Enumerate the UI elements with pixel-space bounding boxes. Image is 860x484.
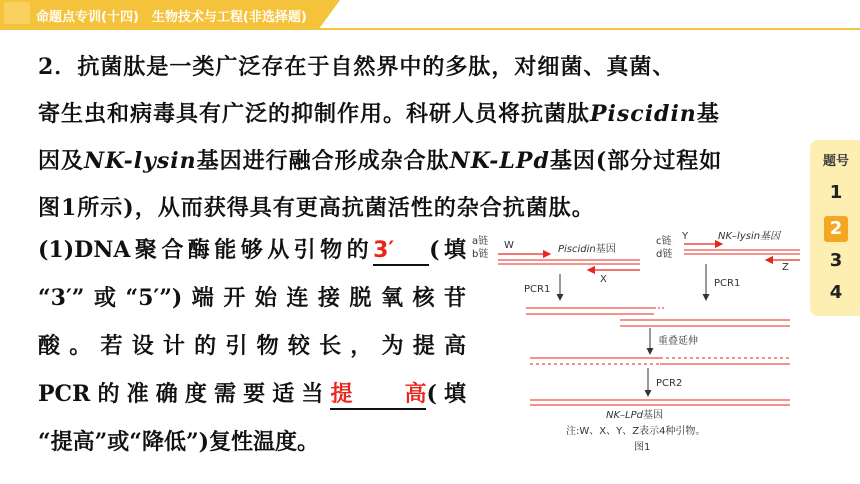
label-a-chain: a链 (472, 236, 489, 247)
figure-note: 注:W、X、Y、Z表示4种引物。 (566, 426, 706, 437)
pcr2-label: PCR2 (656, 378, 683, 389)
figure-1-diagram (470, 224, 806, 460)
sub1-line-2: “3′”或“5′”)端开始连接脱氧核苷 (38, 285, 466, 311)
question-nav-item-3[interactable]: 3 (829, 250, 843, 271)
gene-nk-lysin-label: NK–lysin基因 (718, 231, 781, 242)
question-nav (810, 140, 860, 316)
banner-title: 命题点专训(十四) 生物技术与工程(非选择题) (36, 10, 307, 25)
question-line-4: 图1所示)，从而获得具有更高抗菌活性的杂合抗菌肽。 (38, 195, 595, 221)
question-nav-item-2[interactable]: 2 (824, 216, 848, 242)
gene-piscidin-label: Piscidin基因 (558, 244, 616, 255)
question-line-1: 2．抗菌肽是一类广泛存在于自然界中的多肽，对细菌、真菌、 (38, 54, 676, 80)
primer-w: W (504, 240, 514, 251)
answer-blank-1 (373, 237, 429, 266)
answer-2: 提高 (330, 382, 427, 407)
question-nav-item-1[interactable]: 1 (829, 182, 843, 203)
pcr1-right-label: PCR1 (714, 278, 741, 289)
pcr1-left-label: PCR1 (524, 284, 551, 295)
sub1-line-1: (1)DNA聚合酶能够从引物的3′ (填 (38, 226, 466, 274)
gene-piscidin: Piscidin (590, 101, 697, 127)
question-nav-heading: 题号 (822, 154, 849, 169)
question-line-2: 寄生虫和病毒具有广泛的抑制作用。科研人员将抗菌肽Piscidin基 (38, 101, 720, 127)
question-number: 2． (38, 54, 78, 80)
product-gene-label: NK–LPd基因 (606, 410, 663, 421)
sub1-line-5: “提高”或“降低”)复性温度。 (38, 429, 320, 455)
sub1-line-3: 酸。若设计的引物较长，为提高 (38, 333, 466, 359)
answer-1: 3′ (373, 238, 395, 263)
banner-underline (0, 28, 860, 30)
primer-x: X (600, 274, 607, 285)
question-nav-item-4[interactable]: 4 (829, 282, 843, 303)
label-c-chain: c链 (656, 236, 672, 247)
label-b-chain: b链 (472, 249, 489, 260)
gene-nk-lpd: NK-LPd (449, 148, 550, 174)
banner-logo-icon (4, 2, 30, 24)
label-d-chain: d链 (656, 249, 673, 260)
answer-blank-2 (330, 381, 426, 410)
primer-z: Z (782, 262, 789, 273)
sub1-line-4: PCR的准确度需要适当提高(填 (38, 370, 466, 418)
primer-y: Y (682, 231, 689, 242)
top-banner (0, 0, 860, 30)
sub-question-1 (38, 226, 466, 466)
figure-caption: 图1 (634, 442, 651, 453)
overlap-label: 重叠延伸 (658, 336, 698, 347)
question-line-3: 因及NK-lysin基因进行融合形成杂合肽NK-LPd基因(部分过程如 (38, 148, 723, 174)
gene-nk-lysin: NK-lysin (84, 148, 197, 174)
